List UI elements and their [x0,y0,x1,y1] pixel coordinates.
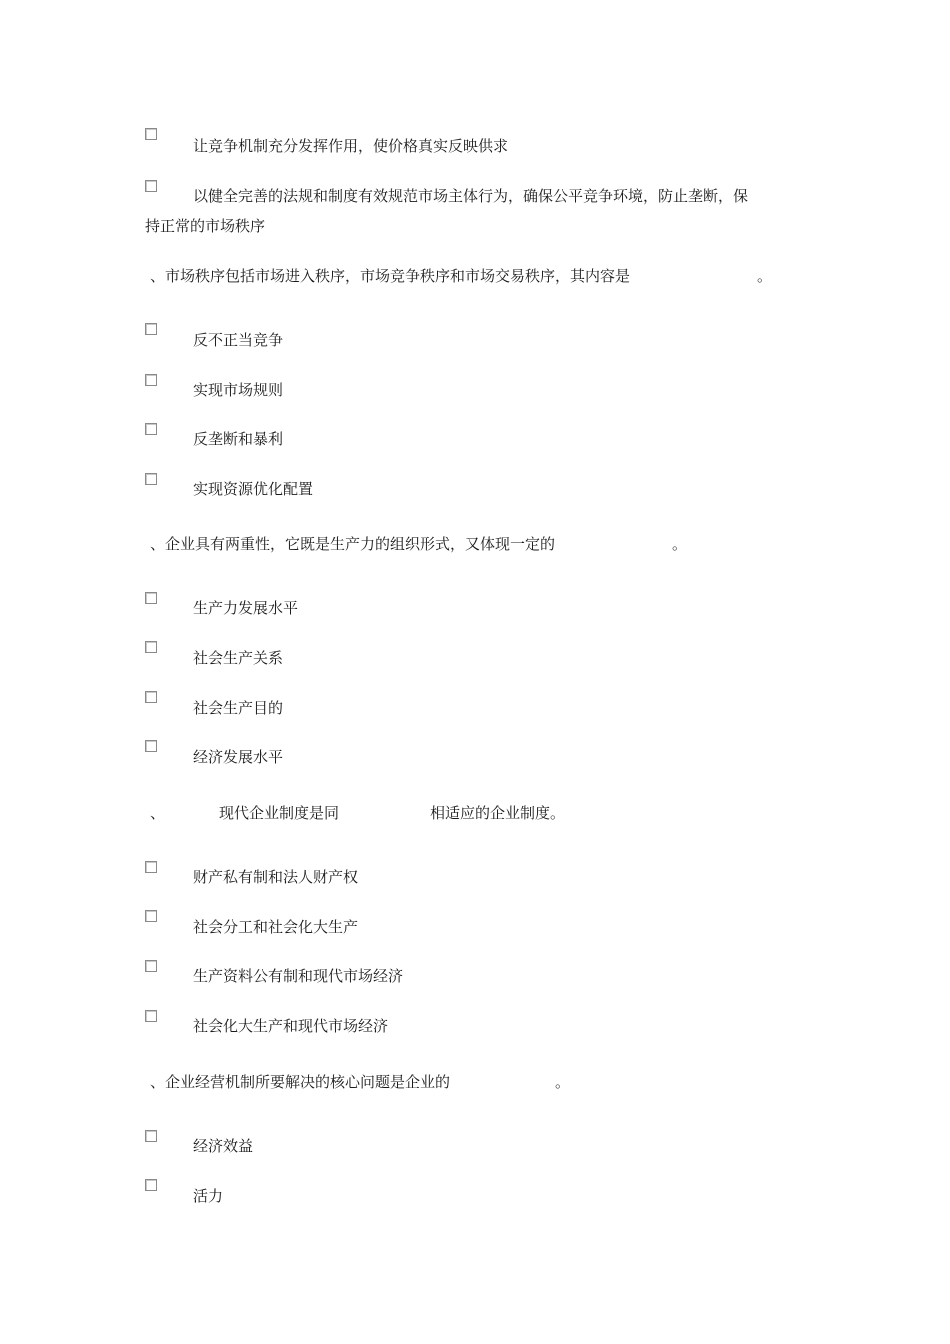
option-label: 社会分工和社会化大生产 [193,918,359,936]
option-checkbox[interactable] [145,641,157,653]
option-checkbox[interactable] [145,691,157,703]
question-text: 、企业经营机制所要解决的核心问题是企业的 [150,1073,451,1091]
option-checkbox[interactable] [145,1179,157,1191]
option-label: 经济发展水平 [193,748,284,766]
option-checkbox[interactable] [145,180,157,192]
option-label: 生产资料公有制和现代市场经济 [193,967,404,985]
option-label: 社会生产目的 [193,699,284,717]
option-checkbox[interactable] [145,861,157,873]
option-checkbox[interactable] [145,592,157,604]
option-label: 社会生产关系 [193,649,284,667]
option-label: 反垄断和暴利 [193,430,284,448]
question-suffix: 。 [672,535,688,553]
option-checkbox[interactable] [145,128,157,140]
question-text: 现代企业制度是同 [219,804,340,822]
option-label: 以健全完善的法规和制度有效规范市场主体行为，确保公平竞争环境，防止垄断，保 [193,187,749,205]
option-label: 经济效益 [193,1137,254,1155]
option-label: 让竞争机制充分发挥作用，使价格真实反映供求 [193,137,509,155]
option-label-continuation: 持正常的市场秩序 [145,217,266,235]
option-checkbox[interactable] [145,323,157,335]
option-label: 活力 [193,1187,224,1205]
question-number-mark: 、 [150,804,166,822]
option-label: 生产力发展水平 [193,599,299,617]
option-checkbox[interactable] [145,740,157,752]
question-suffix: 相适应的企业制度。 [430,804,566,822]
option-checkbox[interactable] [145,473,157,485]
option-checkbox[interactable] [145,910,157,922]
option-checkbox[interactable] [145,423,157,435]
question-text: 、市场秩序包括市场进入秩序，市场竞争秩序和市场交易秩序，其内容是 [150,267,631,285]
option-checkbox[interactable] [145,374,157,386]
option-label: 实现资源优化配置 [193,480,314,498]
option-label: 社会化大生产和现代市场经济 [193,1017,389,1035]
option-checkbox[interactable] [145,1130,157,1142]
option-label: 实现市场规则 [193,381,284,399]
question-text: 、企业具有两重性，它既是生产力的组织形式，又体现一定的 [150,535,556,553]
question-suffix: 。 [757,267,773,285]
question-suffix: 。 [555,1073,571,1091]
option-label: 反不正当竞争 [193,331,284,349]
option-label: 财产私有制和法人财产权 [193,868,359,886]
option-checkbox[interactable] [145,960,157,972]
option-checkbox[interactable] [145,1010,157,1022]
